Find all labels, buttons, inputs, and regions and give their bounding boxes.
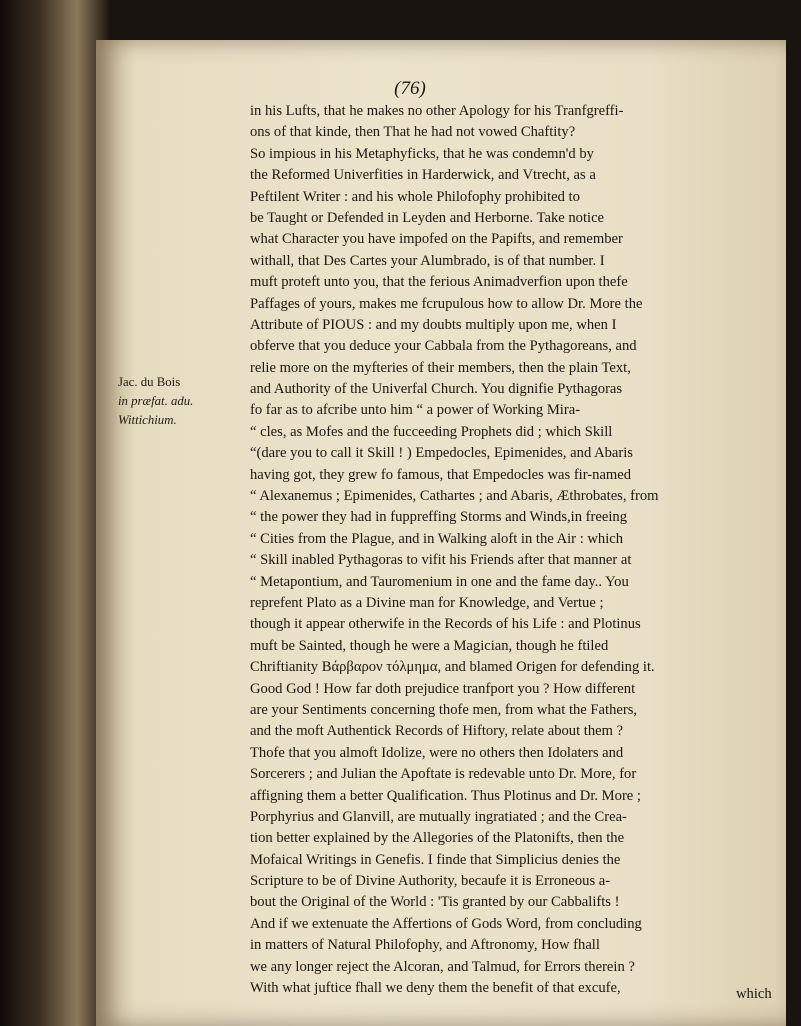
text-line: relie more on the myfteries of their members, then the plain Text, [250, 359, 631, 376]
text-line: what Character you have impofed on the Papifts, and remember [250, 231, 623, 248]
text-line: Sorcerers ; and Julian the Apoftate is redevable unto Dr. More, for [250, 766, 637, 783]
book-spine-shadow [0, 0, 110, 1026]
text-line: affigning them a better Qualification. Thus Plotinus and Dr. More ; [250, 787, 641, 804]
text-line: Mofaical Writings in Genefis. I finde that Simplicius denies the [250, 851, 621, 868]
text-line: muft be Sainted, though he were a Magician, though he ftiled [250, 637, 609, 654]
text-line: Thofe that you almoft Idolize, were no others then Idolaters and [250, 744, 624, 761]
text-line: muft proteft unto you, that the ferious Animadverfion upon thefe [250, 274, 628, 291]
text-line: be Taught or Defended in Leyden and Herborne. Take notice [250, 209, 605, 226]
text-line: in his Lufts, that he makes no other Apology for his Tranfgreffi- [250, 103, 624, 119]
margin-citation [118, 373, 242, 430]
text-line: “(dare you to call it Skill ! ) Empedocles, Epimenides, and Abaris [250, 445, 633, 462]
text-line: Paffages of yours, makes me fcrupulous how to allow Dr. More the [250, 295, 643, 312]
text-line: tion better explained by the Allegories of the Platonifts, then the [250, 830, 625, 847]
text-line: and the moft Authentick Records of Hiftory, relate about them ? [250, 723, 624, 740]
text-line: Good God ! How far doth prejudice tranfport you ? How different [250, 680, 636, 697]
text-line: and Authority of the Univerfal Church. You dignifie Pythagoras [250, 381, 623, 398]
body-text [250, 101, 780, 999]
text-line: “ the power they had in fuppreffing Storms and Winds,in freeing [250, 509, 628, 526]
text-line: though it appear otherwife in the Records of his Life : and Plotinus [250, 616, 641, 633]
text-line: are your Sentiments concerning thofe men, from what the Fathers, [250, 701, 638, 718]
text-line: Peftilent Writer : and his whole Philofophy prohibited to [250, 188, 580, 205]
margin-line: Jac. du Bois [118, 375, 181, 389]
text-line: Attribute of PIOUS : and my doubts multiply upon me, when I [250, 316, 617, 333]
text-line: fo far as to afcribe unto him “ a power of Working Mira- [250, 402, 581, 419]
page-number: (76) [394, 78, 426, 99]
margin-line: in præfat. adu. [118, 394, 194, 408]
text-line: withall, that Des Cartes your Alumbrado, is of that number. I [250, 252, 605, 269]
text-line: “ cles, as Mofes and the fucceeding Prophets did ; which Skill [250, 423, 613, 440]
text-line: “ Alexanemus ; Epimenides, Cathartes ; and Abaris, Æthrobates, from [250, 488, 659, 505]
text-line: Scripture to be of Divine Authority, becaufe it is Erroneous a- [250, 873, 611, 890]
text-line: And if we extenuate the Affertions of Gods Word, from concluding [250, 915, 642, 932]
text-line: So impious in his Metaphyficks, that he was condemn'd by [250, 145, 594, 162]
text-line: we any longer reject the Alcoran, and Talmud, for Errors therein ? [250, 958, 635, 975]
text-line: “ Cities from the Plague, and in Walking aloft in the Air : which [250, 530, 624, 547]
text-line: “ Metapontium, and Tauromenium in one and the fame day.. You [250, 573, 629, 590]
text-line: ons of that kinde, then That he had not vowed Chaftity? [250, 124, 576, 141]
text-line: the Reformed Univerfities in Harderwick, and Vtrecht, as a [250, 167, 596, 184]
catchword: which [736, 986, 772, 1002]
text-line: in matters of Natural Philofophy, and Aftronomy, How fhall [250, 937, 600, 954]
text-line: reprefent Plato as a Divine man for Knowledge, and Vertue ; [250, 594, 604, 611]
text-line: bout the Original of the World : 'Tis granted by our Cabbalifts ! [250, 894, 620, 911]
text-line: With what juftice fhall we deny them the benefit of that excufe, [250, 980, 621, 997]
text-line: Porphyrius and Glanvill, are mutually ingratiated ; and the Crea- [250, 808, 627, 825]
text-line: obferve that you deduce your Cabbala from the Pythagoreans, and [250, 338, 637, 355]
text-line: having got, they grew fo famous, that Empedocles was fir-named [250, 466, 632, 483]
text-line: “ Skill inabled Pythagoras to vifit his Friends after that manner at [250, 552, 632, 569]
margin-line: Wittichium. [118, 413, 177, 427]
text-line: Chriftianity Βάρβαρον τόλμημα, and blamed Origen for defending it. [250, 659, 655, 676]
